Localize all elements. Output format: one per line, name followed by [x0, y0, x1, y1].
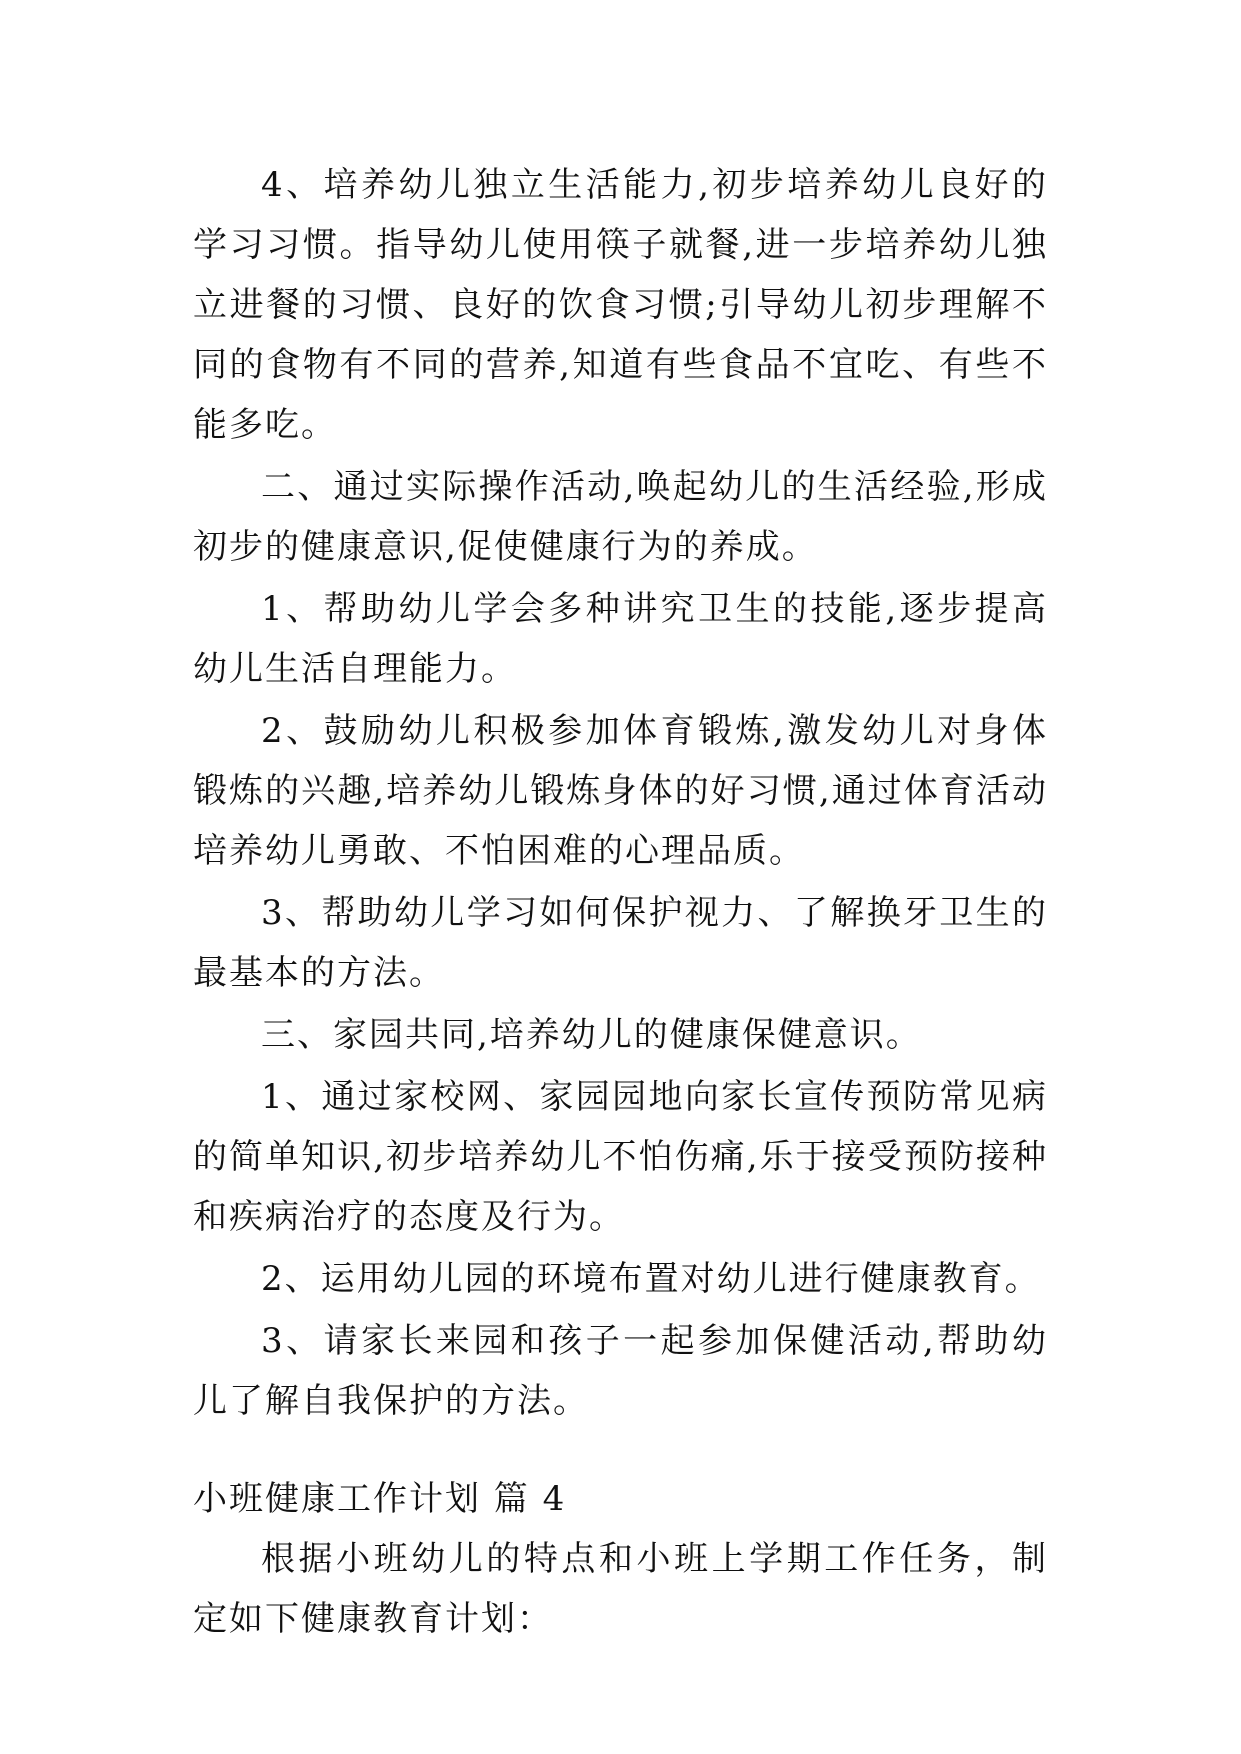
paragraph-item-3b: 3、请家长来园和孩子一起参加保健活动,帮助幼儿了解自我保护的方法。: [193, 1321, 1048, 1421]
paragraph-item-2b: 2、运用幼儿园的环境布置对幼儿进行健康教育。: [261, 1259, 1041, 1299]
paragraph-item-1b: 1、通过家校网、家园园地向家长宣传预防常见病的简单知识,初步培养幼儿不怕伤痛,乐于接受预防接种和疾病治疗的态度及行为。: [193, 1077, 1048, 1237]
paragraph-item-3: 3、帮助幼儿学习如何保护视力、了解换牙卫生的最基本的方法。: [193, 893, 1048, 993]
paragraph-section-three: 三、家园共同,培养幼儿的健康保健意识。: [261, 1015, 922, 1055]
section-heading: 小班健康工作计划 篇 4: [193, 1479, 567, 1519]
paragraph-item-2: 2、鼓励幼儿积极参加体育锻炼,激发幼儿对身体锻炼的兴趣,培养幼儿锻炼身体的好习惯,通过体育活动培养幼儿勇敢、不怕困难的心理品质。: [193, 711, 1048, 871]
paragraph-item-4: 4、培养幼儿独立生活能力,初步培养幼儿良好的学习习惯。指导幼儿使用筷子就餐,进一步培养幼儿独立进餐的习惯、良好的饮食习惯;引导幼儿初步理解不同的食物有不同的营养,知道有些食品不宜吃、有些不能多吃。: [193, 165, 1048, 445]
section-intro-paragraph: 根据小班幼儿的特点和小班上学期工作任务，制定如下健康教育计划：: [193, 1539, 1048, 1639]
document-body: [193, 155, 1048, 1651]
paragraph-section-two: 二、通过实际操作活动,唤起幼儿的生活经验,形成初步的健康意识,促使健康行为的养成。: [193, 467, 1048, 567]
paragraph-item-1: 1、帮助幼儿学会多种讲究卫生的技能,逐步提高幼儿生活自理能力。: [193, 589, 1048, 689]
